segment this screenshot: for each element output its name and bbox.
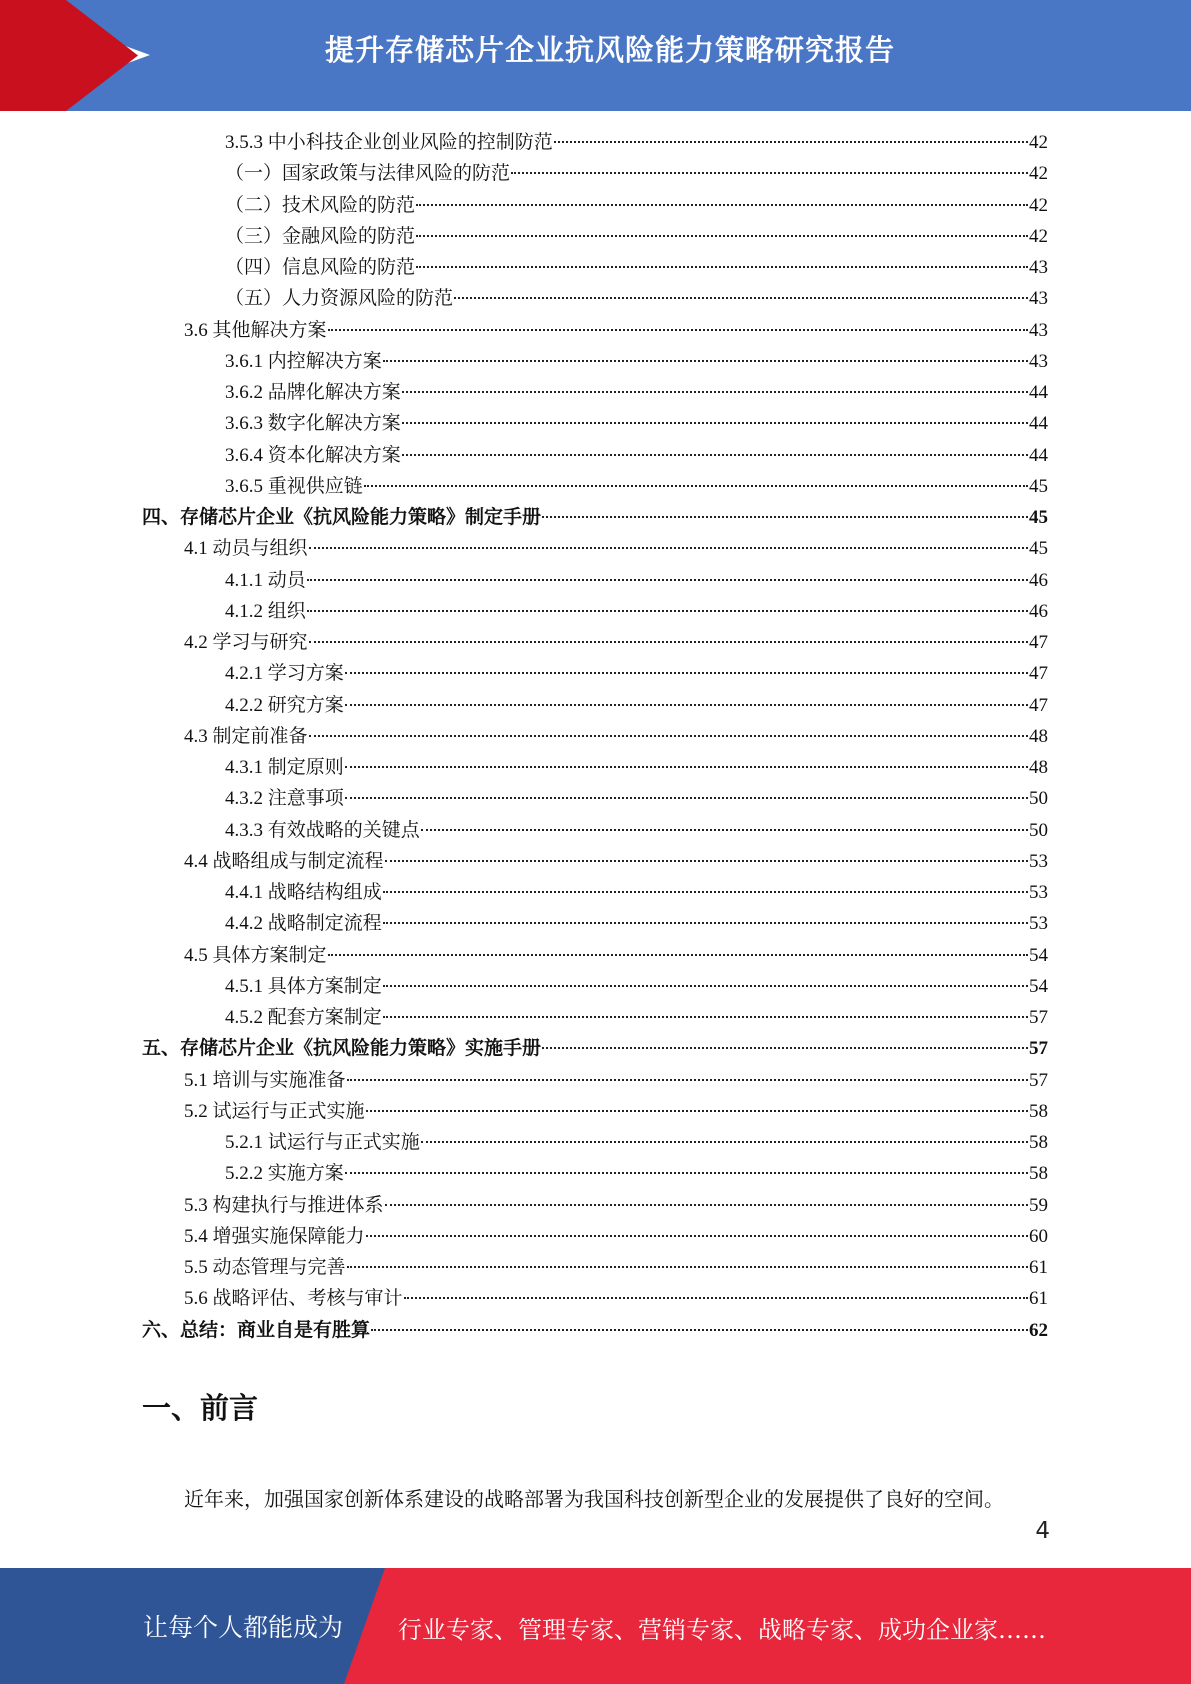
toc-entry-label: 4.1.2 组织 [225, 600, 306, 622]
toc-dot-leader [328, 954, 1028, 956]
toc-entry-label: 六、总结：商业自是有胜算 [142, 1319, 371, 1341]
toc-entry[interactable] [142, 721, 1048, 752]
toc-dot-leader [416, 235, 1028, 237]
toc-entry-page: 48 [1029, 757, 1048, 778]
toc-entry-page: 59 [1029, 1194, 1048, 1216]
toc-dot-leader [404, 1297, 1028, 1299]
toc-entry-label: 3.6.3 数字化解决方案 [225, 413, 401, 435]
toc-entry[interactable] [142, 190, 1048, 221]
toc-entry-page: 42 [1029, 163, 1048, 185]
toc-entry-page: 58 [1029, 1100, 1048, 1122]
toc-entry-label: （五）人力资源风险的防范 [225, 288, 454, 310]
toc-entry-page: 53 [1029, 882, 1048, 903]
toc-dot-leader [416, 204, 1028, 206]
toc-entry-label: 4.5 具体方案制定 [184, 944, 327, 966]
toc-dot-leader [371, 1329, 1028, 1331]
toc-entry-page: 54 [1029, 944, 1048, 966]
page-header [0, 0, 1191, 111]
toc-entry-label: 4.3.2 注意事项 [225, 788, 344, 810]
toc-entry-label: 4.5.1 具体方案制定 [225, 975, 382, 997]
toc-entry-page: 45 [1029, 475, 1048, 497]
toc-entry-label: 5.2.1 试运行与正式实施 [225, 1132, 420, 1153]
toc-entry[interactable] [142, 127, 1048, 158]
toc-entry-page: 46 [1029, 600, 1048, 622]
toc-entry-label: 4.3.1 制定原则 [225, 757, 344, 778]
toc-entry-label: 3.6.4 资本化解决方案 [225, 444, 401, 466]
toc-dot-leader [402, 391, 1028, 393]
toc-entry[interactable] [142, 1002, 1048, 1033]
toc-entry-label: 5.2 试运行与正式实施 [184, 1100, 365, 1122]
toc-entry-page: 48 [1029, 725, 1048, 747]
toc-entry-page: 44 [1029, 382, 1048, 403]
toc-dot-leader [366, 1235, 1028, 1237]
toc-entry-page: 47 [1029, 663, 1048, 685]
toc-entry-page: 60 [1029, 1225, 1048, 1247]
section-heading: 一、前言 [142, 1391, 259, 1425]
toc-entry-page: 44 [1029, 444, 1048, 466]
toc-entry[interactable] [142, 502, 1048, 533]
toc-entry[interactable] [142, 815, 1048, 846]
toc-entry[interactable] [142, 783, 1048, 814]
toc-dot-leader [421, 829, 1028, 831]
toc-entry[interactable] [142, 221, 1048, 252]
footer-slogan-left: 让每个人都能成为 [143, 1613, 344, 1642]
toc-dot-leader [542, 1047, 1028, 1049]
toc-dot-leader [328, 329, 1028, 331]
toc-dot-leader [385, 860, 1028, 862]
toc-entry-page: 58 [1029, 1132, 1048, 1153]
toc-dot-leader [383, 985, 1028, 987]
toc-entry-label: 五、存储芯片企业《抗风险能力策略》实施手册 [142, 1038, 542, 1060]
toc-entry[interactable] [142, 908, 1048, 939]
toc-entry[interactable] [142, 658, 1048, 689]
toc-entry[interactable] [142, 1065, 1048, 1096]
toc-entry-page: 43 [1029, 350, 1048, 372]
toc-entry-label: 4.3.3 有效战略的关键点 [225, 819, 420, 841]
toc-entry-page: 58 [1029, 1163, 1048, 1185]
toc-entry-page: 47 [1029, 632, 1048, 653]
toc-entry-label: 4.1.1 动员 [225, 569, 306, 591]
toc-dot-leader [345, 672, 1028, 674]
page-footer [0, 1568, 1191, 1684]
toc-entry-label: 4.4.2 战略制定流程 [225, 913, 382, 935]
toc-entry-page: 43 [1029, 257, 1048, 278]
body-paragraph: 近年来，加强国家创新体系建设的战略部署为我国科技创新型企业的发展提供了良好的空间。 [184, 1489, 1004, 1511]
toc-dot-leader [454, 297, 1028, 299]
toc-entry-label: 4.2.2 研究方案 [225, 694, 344, 716]
toc-entry[interactable] [142, 940, 1048, 971]
toc-entry[interactable] [142, 690, 1048, 721]
toc-entry[interactable] [142, 752, 1048, 783]
toc-entry[interactable] [142, 877, 1048, 908]
toc-entry[interactable] [142, 1190, 1048, 1221]
toc-entry-label: 四、存储芯片企业《抗风险能力策略》制定手册 [142, 507, 542, 528]
toc-entry[interactable] [142, 1158, 1048, 1189]
toc-entry[interactable] [142, 1127, 1048, 1158]
toc-entry-label: （三）金融风险的防范 [225, 225, 416, 247]
toc-entry-label: 5.5 动态管理与完善 [184, 1257, 346, 1278]
table-of-contents [142, 127, 1048, 1346]
toc-dot-leader [347, 1079, 1028, 1081]
toc-entry-page: 45 [1029, 538, 1048, 560]
toc-entry-page: 62 [1029, 1319, 1048, 1341]
toc-dot-leader [421, 1141, 1028, 1143]
toc-entry-label: 4.2.1 学习方案 [225, 663, 344, 685]
toc-entry[interactable] [142, 471, 1048, 502]
toc-dot-leader [309, 735, 1028, 737]
toc-entry-page: 44 [1029, 413, 1048, 435]
toc-entry-page: 53 [1029, 850, 1048, 872]
toc-entry[interactable] [142, 971, 1048, 1002]
toc-entry-label: 3.6.2 品牌化解决方案 [225, 382, 401, 403]
toc-entry-label: 4.4.1 战略结构组成 [225, 882, 382, 903]
toc-entry-label: （四）信息风险的防范 [225, 257, 416, 278]
footer-slogan-right: 行业专家、管理专家、营销专家、战略专家、成功企业家…… [398, 1616, 1046, 1644]
toc-entry-label: 5.2.2 实施方案 [225, 1163, 344, 1185]
toc-entry-label: 5.4 增强实施保障能力 [184, 1225, 365, 1247]
header-title: 提升存储芯片企业抗风险能力策略研究报告 [324, 33, 895, 67]
toc-dot-leader [309, 547, 1028, 549]
toc-entry-page: 61 [1029, 1288, 1048, 1310]
toc-dot-leader [347, 1266, 1028, 1268]
toc-entry-label: 4.4 战略组成与制定流程 [184, 850, 384, 872]
toc-entry-page: 61 [1029, 1257, 1048, 1278]
toc-entry[interactable] [142, 377, 1048, 408]
toc-entry[interactable] [142, 252, 1048, 283]
toc-entry-label: 5.3 构建执行与推进体系 [184, 1194, 384, 1216]
toc-entry[interactable] [142, 1252, 1048, 1283]
toc-dot-leader [383, 360, 1028, 362]
toc-dot-leader [383, 1016, 1028, 1018]
toc-dot-leader [345, 797, 1028, 799]
toc-entry[interactable] [142, 1283, 1048, 1314]
toc-entry-label: 4.2 学习与研究 [184, 632, 308, 653]
toc-entry[interactable] [142, 315, 1048, 346]
toc-entry-page: 42 [1029, 194, 1048, 216]
toc-entry-label: 3.5.3 中小科技企业创业风险的控制防范 [225, 132, 553, 153]
toc-entry-page: 57 [1029, 1007, 1048, 1028]
toc-entry-page: 50 [1029, 819, 1048, 841]
toc-entry[interactable] [142, 627, 1048, 658]
toc-entry-page: 50 [1029, 788, 1048, 810]
toc-entry[interactable] [142, 1221, 1048, 1252]
toc-entry-label: 3.6 其他解决方案 [184, 319, 327, 341]
toc-dot-leader [309, 641, 1028, 643]
toc-dot-leader [364, 485, 1028, 487]
toc-entry[interactable] [142, 346, 1048, 377]
toc-entry[interactable] [142, 1096, 1048, 1127]
toc-dot-leader [345, 704, 1028, 706]
toc-dot-leader [307, 610, 1028, 612]
toc-entry[interactable] [142, 1033, 1048, 1064]
toc-entry[interactable] [142, 283, 1048, 314]
toc-entry-page: 42 [1029, 132, 1048, 153]
toc-entry-page: 57 [1029, 1069, 1048, 1091]
toc-entry[interactable] [142, 846, 1048, 877]
toc-entry-label: 3.6.5 重视供应链 [225, 475, 363, 497]
toc-dot-leader [385, 1204, 1028, 1206]
toc-entry-label: 5.1 培训与实施准备 [184, 1069, 346, 1091]
toc-entry-label: 4.5.2 配套方案制定 [225, 1007, 382, 1028]
toc-dot-leader [554, 141, 1028, 143]
toc-entry[interactable] [142, 1315, 1048, 1346]
toc-entry-page: 47 [1029, 694, 1048, 716]
toc-entry-page: 42 [1029, 225, 1048, 247]
toc-entry-label: （一）国家政策与法律风险的防范 [225, 163, 511, 185]
toc-entry[interactable] [142, 565, 1048, 596]
toc-dot-leader [366, 1110, 1028, 1112]
toc-entry-label: （二）技术风险的防范 [225, 194, 416, 216]
toc-entry-label: 5.6 战略评估、考核与审计 [184, 1288, 403, 1310]
toc-entry[interactable] [142, 533, 1048, 564]
toc-entry-label: 4.1 动员与组织 [184, 538, 308, 560]
toc-entry-page: 57 [1029, 1038, 1048, 1060]
toc-entry-page: 45 [1029, 507, 1048, 528]
toc-dot-leader [345, 766, 1028, 768]
toc-dot-leader [383, 891, 1028, 893]
toc-dot-leader [383, 922, 1028, 924]
toc-entry-label: 4.3 制定前准备 [184, 725, 308, 747]
toc-entry[interactable] [142, 440, 1048, 471]
toc-dot-leader [402, 422, 1028, 424]
toc-entry[interactable] [142, 596, 1048, 627]
toc-dot-leader [511, 172, 1028, 174]
toc-dot-leader [345, 1172, 1028, 1174]
toc-entry[interactable] [142, 408, 1048, 439]
page-number: 4 [1035, 1518, 1050, 1544]
toc-entry-page: 43 [1029, 319, 1048, 341]
toc-dot-leader [542, 516, 1028, 518]
toc-entry-page: 53 [1029, 913, 1048, 935]
toc-entry-label: 3.6.1 内控解决方案 [225, 350, 382, 372]
toc-dot-leader [307, 579, 1028, 581]
toc-entry-page: 54 [1029, 975, 1048, 997]
toc-dot-leader [402, 454, 1028, 456]
toc-entry-page: 43 [1029, 288, 1048, 310]
toc-entry-page: 46 [1029, 569, 1048, 591]
toc-entry[interactable] [142, 158, 1048, 189]
toc-dot-leader [416, 266, 1028, 268]
